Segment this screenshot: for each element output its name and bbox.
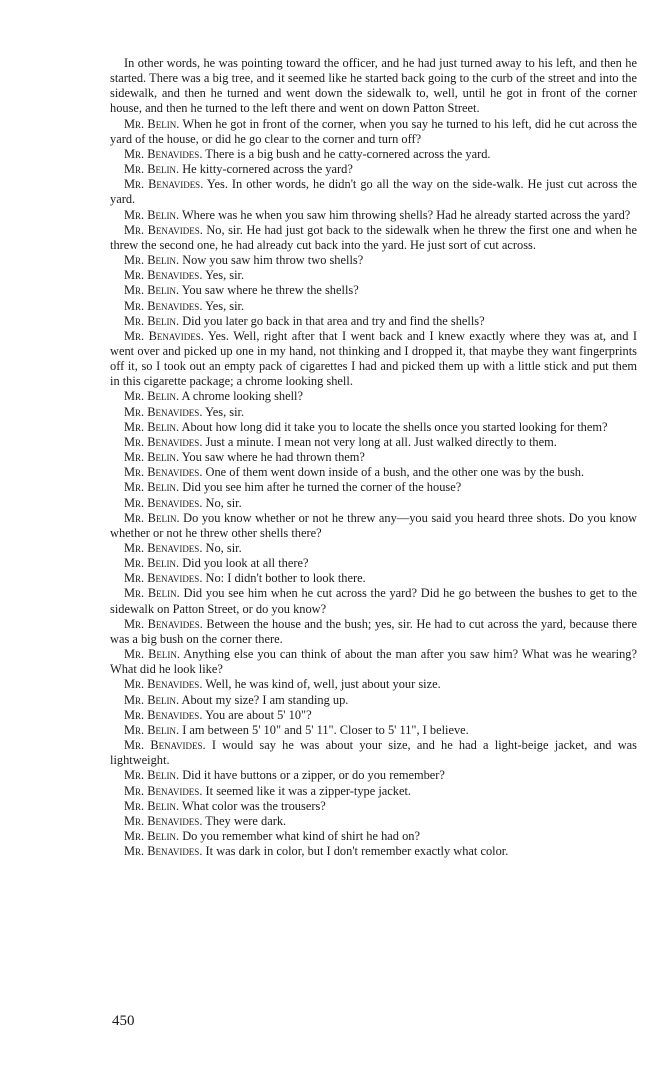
transcript-paragraph [110,420,637,435]
speaker-label: Mr. Benavides. [124,177,204,192]
paragraph-text: What color was the trousers? [181,798,326,813]
paragraph-text: Anything else you can think of about the man after you saw him? What was he wearing? What did he look like? [110,647,637,677]
speaker-label: Mr. Benavides. [124,783,203,798]
speaker-label: Mr. Benavides. [124,465,203,480]
paragraph-text: You saw where he had thrown them? [181,450,365,465]
paragraph-text: Did you look at all there? [182,556,309,571]
speaker-label: Mr. Belin. [124,510,180,525]
transcript-paragraph [110,268,637,283]
speaker-label: Mr. Belin. [124,768,180,783]
paragraph-text: Do you know whether or not he threw any—you said you heard three shots. Do you know whether or not he threw other shells there? [110,510,637,540]
paragraph-text: Did you later go back in that area and try and find the shells? [182,313,485,328]
paragraph-text: Well, he was kind of, well, just about your size. [205,677,441,692]
speaker-label: Mr. Benavides. [124,677,203,692]
transcript-paragraph [110,784,637,799]
transcript-paragraph [110,693,637,708]
speaker-label: Mr. Belin. [124,692,180,707]
speaker-label: Mr. Benavides. [124,268,203,283]
paragraph-text: Now you saw him throw two shells? [182,253,364,268]
transcript-paragraph [110,738,637,768]
paragraph-text: Between the house and the bush; yes, sir. He had to cut across the yard, because there was a big bush on the corner there. [110,616,637,646]
paragraph-text: No: I didn't bother to look there. [205,571,366,586]
transcript-paragraph [110,480,637,495]
paragraph-text: They were dark. [205,813,287,828]
paragraph-text: No, sir. [205,541,242,555]
transcript-paragraph [110,844,637,859]
speaker-label: Mr. Benavides. [124,707,203,722]
paragraph-text: You are about 5' 10"? [205,707,312,722]
speaker-label: Mr. Belin. [124,647,180,662]
speaker-label: Mr. Belin. [124,450,180,465]
paragraph-text: He kitty-cornered across the yard? [182,162,353,177]
paragraph-text: Yes, sir. [205,298,245,313]
paragraph-text: About how long did it take you to locate the shells once you started looking for them? [181,419,608,434]
speaker-label: Mr. Belin. [124,253,180,268]
paragraph-text: When he got in front of the corner, when you say he turned to his left, did he cut across the yard of the house, or did he go clear to the corner and turn off? [110,116,637,146]
transcript-paragraph [110,223,637,253]
transcript-paragraph [110,405,637,420]
transcript-paragraph [110,556,637,571]
speaker-label: Mr. Benavides. [124,844,203,859]
transcript-paragraph [110,435,637,450]
paragraph-text: Where was he when you saw him throwing shells? Had he already started across the yard? [181,207,631,222]
transcript-paragraph [110,571,637,586]
transcript-paragraph [110,283,637,298]
paragraph-text: It seemed like it was a zipper-type jacket. [205,783,412,798]
speaker-label: Mr. Belin. [124,207,180,222]
paragraph-text: Just a minute. I mean not very long at all. Just walked directly to them. [205,434,557,449]
speaker-label: Mr. Belin. [124,480,180,495]
transcript-paragraph [110,814,637,829]
speaker-label: Mr. Benavides. [124,541,203,555]
paragraph-text: Did you see him when he cut across the yard? Did he go between the bushes to get to the sidewalk on Patton Street, or do you know? [110,586,638,616]
paragraph-text: No, sir. He had just got back to the sidewalk when he threw the first one and when he threw the second one, he had already cut back into the yard. He just sort of cut across. [110,222,637,252]
transcript-paragraph [110,117,637,147]
paragraph-text: No, sir. [205,495,242,510]
transcript-paragraph [110,314,637,329]
paragraph-text: Yes, sir. [205,268,245,283]
paragraph-text: Did it have buttons or a zipper, or do you remember? [182,768,445,783]
paragraph-text: In other words, he was pointing toward the officer, and he had just turned away to his left, and then he started. There was a big tree, and it seemed like he started back going to the curb of the street and into the sidewalk, and then he turned and went down the sidewalk to, well, until he got in front of the corner house, and then he turned to the left there and went on down Patton Street. [110,56,637,116]
speaker-label: Mr. Benavides. [124,404,203,419]
speaker-label: Mr. Belin. [124,556,180,571]
transcript-paragraph [110,617,637,647]
transcript-paragraph [110,389,637,404]
transcript-paragraph [110,586,637,616]
speaker-label: Mr. Benavides. [124,146,203,161]
transcript-paragraph [110,299,637,314]
transcript-paragraph [110,511,637,541]
transcript-paragraph [110,147,637,162]
speaker-label: Mr. Benavides. [124,813,203,828]
paragraph-text: It was dark in color, but I don't remember exactly what color. [205,844,509,859]
transcript-paragraph [110,708,637,723]
paragraph-text: Yes, sir. [205,404,245,419]
speaker-label: Mr. Benavides. [124,434,203,449]
transcript-paragraph [110,465,637,480]
transcript-paragraph [110,450,637,465]
paragraph-text: One of them went down inside of a bush, and the other one was by the bush. [205,465,585,480]
speaker-label: Mr. Belin. [124,162,180,177]
paragraph-text: You saw where he threw the shells? [181,283,359,298]
transcript-paragraph [110,56,637,117]
speaker-label: Mr. Belin. [124,283,180,298]
speaker-label: Mr. Belin. [124,419,180,434]
speaker-label: Mr. Belin. [124,116,180,131]
speaker-label: Mr. Belin. [124,389,180,404]
transcript-paragraph [110,677,637,692]
paragraph-text: Did you see him after he turned the corner of the house? [182,480,462,495]
speaker-label: Mr. Benavides. [124,298,203,313]
paragraph-text: About my size? I am standing up. [181,692,349,707]
transcript-paragraph [110,768,637,783]
paragraph-text: A chrome looking shell? [181,389,303,404]
paragraph-text: I would say he was about your size, and he had a light-beige jacket, and was lightweight. [110,738,638,768]
page-number: 450 [112,1013,135,1029]
paragraph-text: There is a big bush and he catty-cornered across the yard. [205,146,491,161]
paragraph-text: Do you remember what kind of shirt he had on? [182,828,420,843]
speaker-label: Mr. Belin. [124,313,180,328]
speaker-label: Mr. Belin. [124,722,180,737]
transcript-paragraph [110,329,637,390]
speaker-label: Mr. Belin. [124,828,180,843]
speaker-label: Mr. Benavides. [124,222,203,237]
speaker-label: Mr. Benavides. [124,571,203,586]
transcript-page [110,56,637,859]
transcript-paragraph [110,829,637,844]
paragraph-text: Yes. In other words, he didn't go all the way on the side-walk. He just cut across the yard. [110,177,637,207]
speaker-label: Mr. Benavides. [124,495,203,510]
transcript-paragraph [110,799,637,814]
speaker-label: Mr. Belin. [124,798,180,813]
transcript-paragraph [110,208,637,223]
transcript-paragraph [110,541,637,556]
transcript-paragraph [110,177,637,207]
speaker-label: Mr. Benavides. [124,328,204,343]
speaker-label: Mr. Benavides. [124,738,206,753]
transcript-paragraph [110,647,637,677]
transcript-paragraph [110,162,637,177]
speaker-label: Mr. Benavides. [124,616,203,631]
transcript-paragraph [110,723,637,738]
paragraph-text: I am between 5' 10" and 5' 11". Closer to 5' 11", I believe. [182,722,469,737]
speaker-label: Mr. Belin. [124,586,180,601]
paragraph-text: Yes. Well, right after that I went back and I knew exactly where they was at, and I went over and picked up one in my hand, not thinking and I dropped it, that maybe they want fingerprints off it, so I took out an empty pack of cigarettes I had and picked them up with a little stick and put them in this cigarette package; a chrome looking shell. [110,328,637,389]
transcript-paragraph [110,496,637,511]
transcript-paragraph [110,253,637,268]
